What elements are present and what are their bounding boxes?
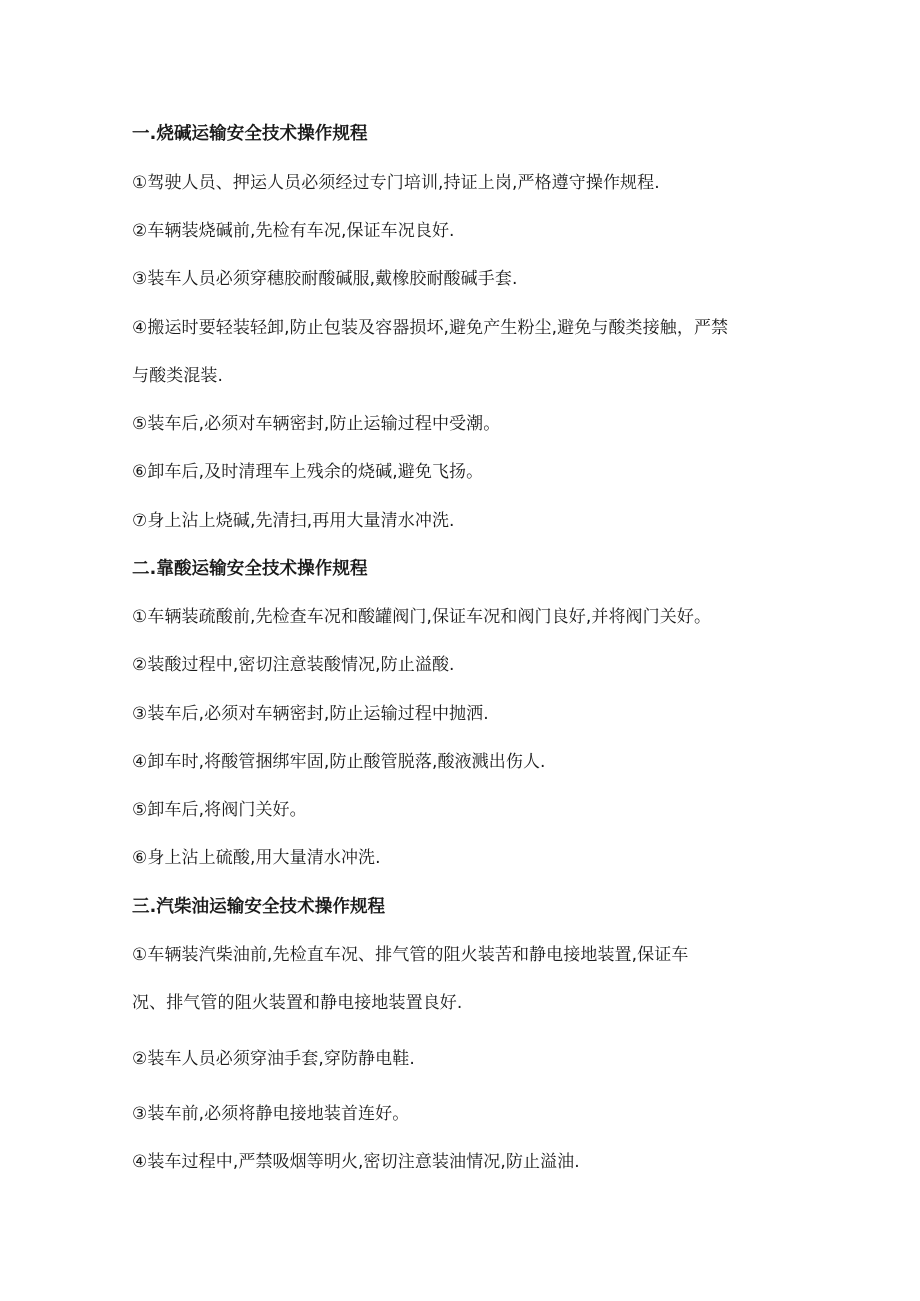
paragraph-line: ③装车人员必须穿穗胶耐酸碱服,戴橡胶耐酸碱手套. — [132, 269, 518, 289]
paragraph-line: ①驾驶人员、押运人员必须经过专门培训,持证上岗,严格遵守操作规程. — [132, 173, 660, 193]
paragraph-line: ④搬运时要轻装轻卸,防止包装及容器损坏,避免产生粉尘,避免与酸类接触，严禁 — [132, 318, 729, 338]
paragraph-line: 与酸类混装. — [132, 366, 224, 386]
paragraph-line: ②装车人员必须穿油手套,穿防静电鞋. — [132, 1049, 415, 1069]
paragraph-line: ①车辆装汽柴油前,先检直车况、排气管的阻火装苦和静电接地装置,保证车 — [132, 945, 689, 965]
paragraph-line: ⑥卸车后,及时清理车上残余的烧碱,避免飞扬。 — [132, 462, 484, 482]
paragraph-line: ⑥身上沾上硫酸,用大量清水冲洗. — [132, 848, 381, 868]
paragraph-line: ④装车过程中,严禁吸烟等明火,密切注意装油情况,防止溢油. — [132, 1152, 580, 1172]
paragraph-line: ⑦身上沾上烧碱,先清扫,再用大量清水冲洗. — [132, 511, 455, 531]
paragraph-line: ②车辆装烧碱前,先检有车况,保证车况良好. — [132, 221, 455, 241]
paragraph-line: ④卸车时,将酸管捆绑牢固,防止酸管脱落,酸液溅出伤人. — [132, 752, 546, 772]
paragraph-line: ③装车前,必须将静电接地装首连好。 — [132, 1104, 410, 1124]
section-title-caustic-soda: 一.烧碱运输安全技术操作规程 — [132, 124, 368, 144]
paragraph-line: ②装酸过程中,密切注意装酸情况,防止溢酸. — [132, 655, 455, 675]
paragraph-line: ⑤装车后,必须对车辆密封,防止运输过程中受潮。 — [132, 414, 501, 434]
paragraph-line: 况、排气管的阻火装置和静电接地装置良好. — [132, 993, 463, 1013]
section-title-fuel: 三.汽柴油运输安全技术操作规程 — [132, 897, 386, 917]
section-title-sulfuric-acid: 二.靠酸运输安全技术操作规程 — [132, 559, 368, 579]
paragraph-line: ⑤卸车后,将阀门关好。 — [132, 800, 307, 820]
paragraph-line: ①车辆装疏酸前,先检查车况和酸罐阀门,保证车况和阀门良好,并将阀门关好。 — [132, 607, 712, 627]
paragraph-line: ③装车后,必须对车辆密封,防止运输过程中抛洒. — [132, 704, 489, 724]
